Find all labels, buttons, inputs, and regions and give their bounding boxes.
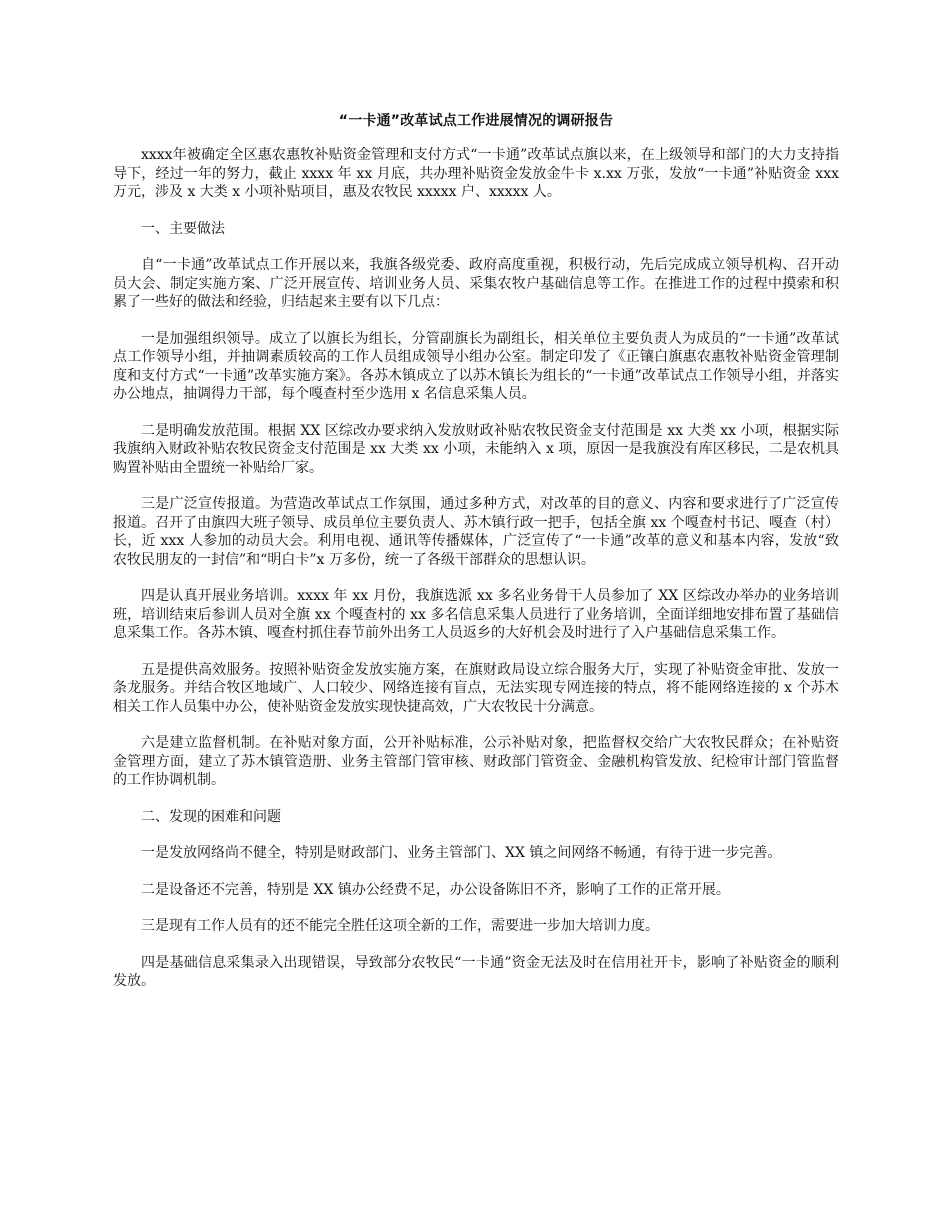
section-heading-main-practices: 一、主要做法 (141, 220, 225, 237)
paragraph: 四是基础信息采集录入出现错误，导致部分农牧民“一卡通”资金无法及时在信用社开卡，影响了补贴资金的顺利发放。 (113, 954, 839, 989)
intro-paragraph: xxxx年被确定全区惠农惠牧补贴资金管理和支付方式“一卡通”改革试点旗以来，在上级领导和部门的大力支持指导下，经过一年的努力，截止 xxxx 年 xx 月底，共办理补贴资金发放金牛卡 x.xx 万张，发放“一卡通”补贴资金 xxx 万元，涉及 x 大类 x 小项补贴项目，惠及农牧民 xxxxx 户、xxxxx 人。 (113, 147, 839, 200)
section-heading-problems: 二、发现的困难和问题 (141, 808, 281, 825)
paragraph: 四是认真开展业务培训。xxxx 年 xx 月份，我旗选派 xx 多名业务骨干人员参加了 XX 区综改办举办的业务培训班，培训结束后参训人员对全旗 xx 个嘎查村的 xx 多名信息采集人员进行了业务培训，全面详细地安排布置了基础信息采集工作。各苏木镇、嘎查村抓住春节前外出务工人员返乡的大好机会及时进行了入户基础信息采集工作。 (113, 588, 839, 641)
paragraph: 二是明确发放范围。根据 XX 区综改办要求纳入发放财政补贴农牧民资金支付范围是 xx 大类 xx 小项，根据实际我旗纳入财政补贴农牧民资金支付范围是 xx 大类 xx 小项，未能纳入 x 项，原因一是我旗没有库区移民，二是农机具购置补贴由全盟统一补贴给厂家。 (113, 422, 839, 476)
document-title: “一卡通”改革试点工作进展情况的调研报告 (338, 113, 614, 129)
paragraph: 一是发放网络尚不健全，特别是财政部门、业务主管部门、XX 镇之间网络不畅通，有待于进一步完善。 (141, 845, 782, 861)
document-page (113, 112, 839, 1009)
paragraph: 五是提供高效服务。按照补贴资金发放实施方案，在旗财政局设立综合服务大厅，实现了补贴资金审批、发放一条龙服务。并结合牧区地域广、人口较少、网络连接有盲点，无法实现专网连接的特点，将不能网络连接的 x 个苏木相关工作人员集中办公，使补贴资金发放实现快捷高效，广大农牧民十分满意。 (113, 661, 839, 715)
paragraph: 六是建立监督机制。在补贴对象方面，公开补贴标准，公示补贴对象，把监督权交给广大农牧民群众；在补贴资金管理方面，建立了苏木镇管造册、业务主管部门管审核、财政部门管资金、金融机构管发放、纪检审计部门管监督的工作协调机制。 (113, 735, 839, 788)
paragraph: 二是设备还不完善，特别是 XX 镇办公经费不足，办公设备陈旧不齐，影响了工作的正常开展。 (141, 881, 730, 898)
paragraph: 三是现有工作人员有的还不能完全胜任这项全新的工作，需要进一步加大培训力度。 (141, 918, 659, 934)
paragraph: 三是广泛宣传报道。为营造改革试点工作氛围，通过多种方式，对改革的目的意义、内容和要求进行了广泛宣传报道。召开了由旗四大班子领导、成员单位主要负责人、苏木镇行政一把手，包括全旗 xx 个嘎查村书记、嘎查（村）长，近 xxx 人参加的动员大会。利用电视、通讯等传播媒体，广泛宣传了“一卡通”改革的意义和基本内容，发放“致农牧民朋友的一封信”和“明白卡”x 万多份，统一了各级干部群众的思想认识。 (113, 496, 839, 568)
paragraph: 一是加强组织领导。成立了以旗长为组长，分管副旗长为副组长，相关单位主要负责人为成员的“一卡通”改革试点工作领导小组，并抽调素质较高的工作人员组成领导小组办公室。制定印发了《正镶白旗惠农惠牧补贴资金管理制度和支付方式“一卡通”改革实施方案》。各苏木镇成立了以苏木镇长为组长的“一卡通”改革试点工作领导小组，并落实办公地点，抽调得力干部，每个嘎查村至少选用 x 名信息采集人员。 (113, 330, 839, 402)
paragraph: 自“一卡通”改革试点工作开展以来，我旗各级党委、政府高度重视，积极行动，先后完成成立领导机构、召开动员大会、制定实施方案、广泛开展宣传、培训业务人员、采集农牧户基础信息等工作。在推进工作的过程中摸索和积累了一些好的做法和经验，归结起来主要有以下几点： (113, 257, 839, 310)
